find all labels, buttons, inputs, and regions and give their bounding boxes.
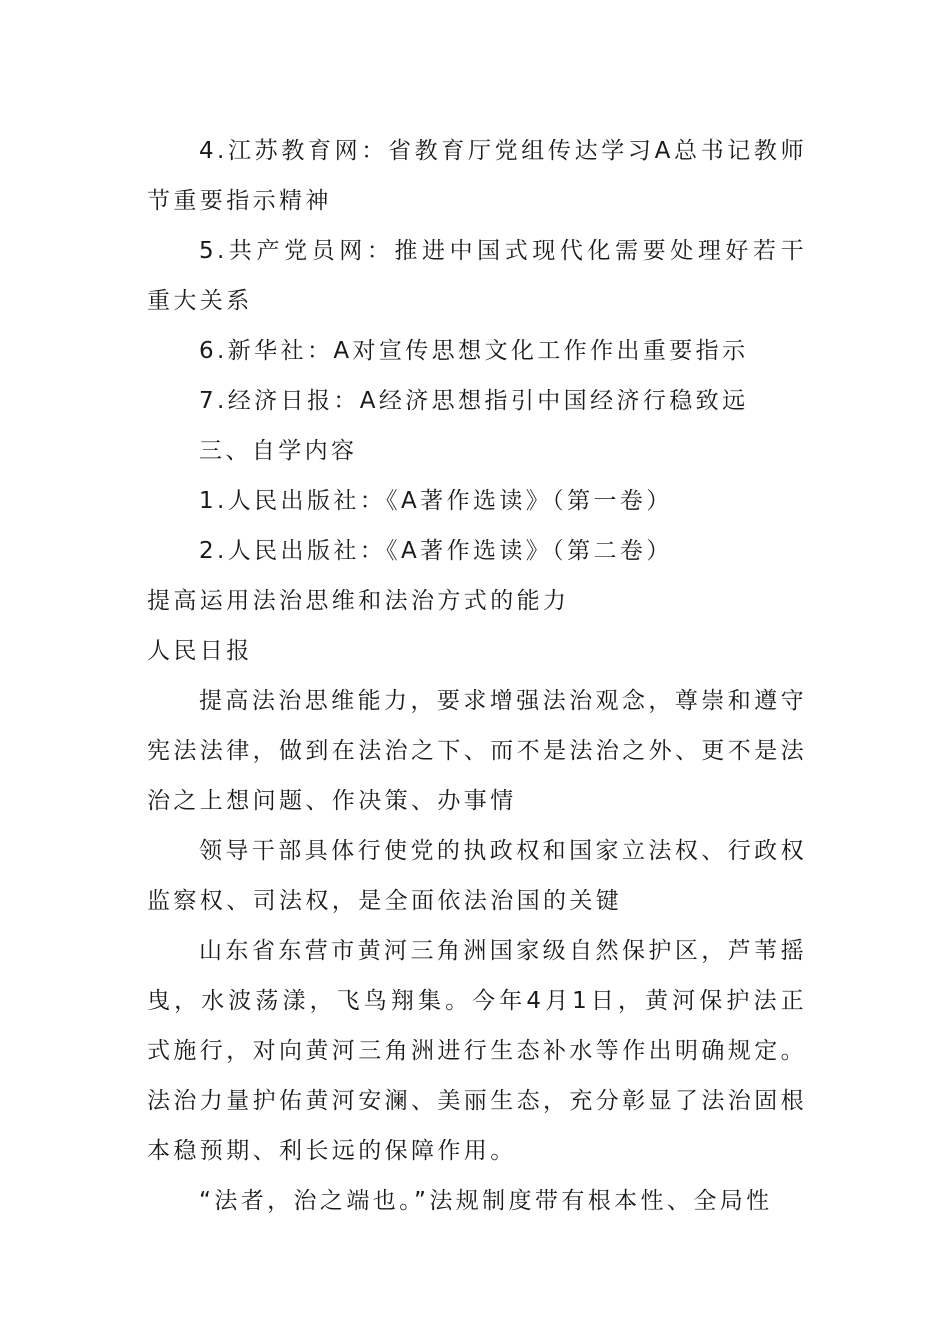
list-item-news-5: 5.共产党员网：推进中国式现代化需要处理好若干重大关系 <box>147 238 807 314</box>
list-item-book-2: 2.人民出版社：《A著作选读》（第二卷） <box>199 538 673 564</box>
list-item-news-4: 4.江苏教育网：省教育厅党组传达学习A总书记教师节重要指示精神 <box>147 138 807 214</box>
list-item-news-7: 7.经济日报：A经济思想指引中国经济行稳致远 <box>199 388 749 414</box>
paragraph-4: “法者，治之端也。”法规制度带有根本性、全局性 <box>199 1188 773 1214</box>
paragraph-2: 领导干部具体行使党的执政权和国家立法权、行政权监察权、司法权，是全面依法治国的关键 <box>147 838 807 914</box>
article-title: 提高运用法治思维和法治方式的能力 <box>147 588 570 614</box>
paragraph-1: 提高法治思维能力，要求增强法治观念，尊崇和遵守宪法法律，做到在法治之下、而不是法治之外、更不是法治之上想问题、作决策、办事情 <box>147 688 807 814</box>
list-item-news-6: 6.新华社：A对宣传思想文化工作作出重要指示 <box>199 338 749 364</box>
list-item-book-1: 1.人民出版社：《A著作选读》（第一卷） <box>199 488 673 514</box>
article-source: 人民日报 <box>147 638 253 664</box>
paragraph-3: 山东省东营市黄河三角洲国家级自然保护区，芦苇摇曳，水波荡漾，飞鸟翔集。今年4月1日，黄河保护法正式施行，对向黄河三角洲进行生态补水等作出明确规定。法治力量护佑黄河安澜、美丽生态，充分彰显了法治固根本稳预期、利长远的保障作用。 <box>147 938 807 1164</box>
document-body <box>147 126 807 1226</box>
section-heading: 三、自学内容 <box>199 438 358 464</box>
